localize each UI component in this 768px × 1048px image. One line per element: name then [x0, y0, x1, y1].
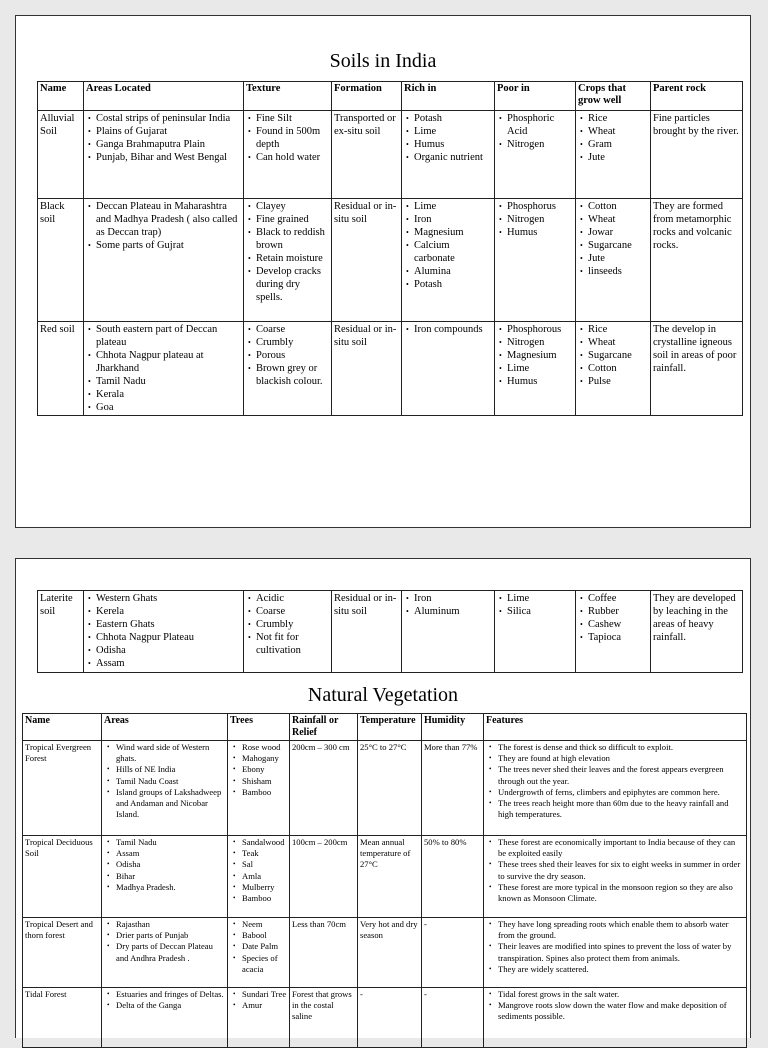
- list-item: • Lime: [414, 200, 492, 213]
- soil-crops: [576, 111, 651, 199]
- list-item: • Nitrogen: [507, 213, 573, 226]
- vegetation-humidity: -: [422, 918, 484, 988]
- list-item: • Bamboo: [242, 787, 287, 798]
- table-row: [23, 988, 747, 1048]
- table-row: [23, 741, 747, 836]
- header-areas: Areas Located: [84, 82, 244, 111]
- vegetation-areas: [102, 918, 228, 988]
- table-row: [38, 199, 743, 322]
- list-item: • Mangrove roots slow down the water flow and make deposition of sediments possible.: [498, 1000, 744, 1022]
- soil-areas: [84, 591, 244, 673]
- vegetation-trees-list: [230, 742, 287, 798]
- soil-name: Black soil: [38, 199, 84, 322]
- list-item: • Gram: [588, 138, 648, 151]
- list-item: • Develop cracks during dry spells.: [256, 265, 329, 304]
- list-item: • Drier parts of Punjab: [116, 930, 225, 941]
- list-item: • Coarse: [256, 605, 329, 618]
- soil-rich-in-list: [404, 112, 492, 164]
- list-item: • Jute: [588, 151, 648, 164]
- list-item: • Rose wood: [242, 742, 287, 753]
- soil-rich-in: [402, 591, 495, 673]
- list-item: • Phosphorus: [507, 200, 573, 213]
- header-rainfall: Rainfall or Relief: [290, 714, 358, 741]
- list-item: • Dry parts of Deccan Plateau and Andhra Pradesh .: [116, 941, 225, 963]
- header-rich-in: Rich in: [402, 82, 495, 111]
- list-item: • Nitrogen: [507, 336, 573, 349]
- list-item: • Species of acacia: [242, 953, 287, 975]
- vegetation-trees: [228, 836, 290, 918]
- list-item: • Hills of NE India: [116, 764, 225, 775]
- soil-poor-in: [495, 322, 576, 416]
- vegetation-features: [484, 988, 747, 1048]
- list-item: • Tamil Nadu: [116, 837, 225, 848]
- list-item: • Lime: [507, 592, 573, 605]
- list-item: • Calcium carbonate: [414, 239, 492, 265]
- header-temperature: Temperature: [358, 714, 422, 741]
- list-item: • Wheat: [588, 336, 648, 349]
- vegetation-features-list: [486, 837, 744, 904]
- list-item: • Neem: [242, 919, 287, 930]
- vegetation-features: [484, 741, 747, 836]
- list-item: • Phosphorous: [507, 323, 573, 336]
- list-item: • Tapioca: [588, 631, 648, 644]
- list-item: • The trees never shed their leaves and the forest appears evergreen through out the year.: [498, 764, 744, 786]
- vegetation-humidity: 50% to 80%: [422, 836, 484, 918]
- soil-crops-list: [578, 592, 648, 644]
- soil-rich-in: [402, 111, 495, 199]
- vegetation-trees-list: [230, 919, 287, 975]
- list-item: • Punjab, Bihar and West Bengal: [96, 151, 241, 164]
- list-item: • Coffee: [588, 592, 648, 605]
- list-item: • Their leaves are modified into spines to prevent the loss of water by transpiration. Spines also protect them from animals.: [498, 941, 744, 963]
- soil-formation: Residual or in-situ soil: [332, 199, 402, 322]
- header-features: Features: [484, 714, 747, 741]
- header-texture: Texture: [244, 82, 332, 111]
- table-row: [38, 322, 743, 416]
- soil-poor-in: [495, 111, 576, 199]
- table-row: [38, 591, 743, 673]
- table-row: [23, 918, 747, 988]
- list-item: • Wheat: [588, 125, 648, 138]
- soil-name: Alluvial Soil: [38, 111, 84, 199]
- list-item: • The forest is dense and thick so difficult to exploit.: [498, 742, 744, 753]
- list-item: • Cotton: [588, 200, 648, 213]
- soil-name: Laterite soil: [38, 591, 84, 673]
- list-item: • Jute: [588, 252, 648, 265]
- list-item: • Sandalwood: [242, 837, 287, 848]
- list-item: • Amla: [242, 871, 287, 882]
- list-item: • Sugarcane: [588, 239, 648, 252]
- vegetation-features: [484, 836, 747, 918]
- soil-poor-in: [495, 199, 576, 322]
- list-item: • Acidic: [256, 592, 329, 605]
- list-item: • Chhota Nagpur Plateau: [96, 631, 241, 644]
- vegetation-temperature: Very hot and dry season: [358, 918, 422, 988]
- header-formation: Formation: [332, 82, 402, 111]
- list-item: • Fine Silt: [256, 112, 329, 125]
- soil-texture-list: [246, 323, 329, 388]
- soil-texture-list: [246, 112, 329, 164]
- header-name: Name: [38, 82, 84, 111]
- list-item: • Odisha: [116, 859, 225, 870]
- soil-areas-list: [86, 200, 241, 252]
- list-item: • Humus: [507, 226, 573, 239]
- soil-areas-list: [86, 592, 241, 670]
- soil-crops-list: [578, 323, 648, 388]
- list-item: • Shisham: [242, 776, 287, 787]
- list-item: • Alumina: [414, 265, 492, 278]
- list-item: • Crumbly: [256, 618, 329, 631]
- list-item: • Plains of Gujarat: [96, 125, 241, 138]
- header-areas: Areas: [102, 714, 228, 741]
- list-item: • Ebony: [242, 764, 287, 775]
- list-item: • Tidal forest grows in the salt water.: [498, 989, 744, 1000]
- soils-title: Soils in India: [329, 50, 437, 72]
- list-item: • They are widely scattered.: [498, 964, 744, 975]
- list-item: • Black to reddish brown: [256, 226, 329, 252]
- soil-rich-in: [402, 322, 495, 416]
- vegetation-areas-list: [104, 742, 225, 820]
- vegetation-humidity: -: [422, 988, 484, 1048]
- soil-texture: [244, 591, 332, 673]
- list-item: • These forest are economically important to India because of they can be exploited easily: [498, 837, 744, 859]
- list-item: • Bamboo: [242, 893, 287, 904]
- list-item: • Coarse: [256, 323, 329, 336]
- soil-rich-in-list: [404, 323, 492, 336]
- vegetation-name: Tropical Evergreen Forest: [23, 741, 102, 836]
- header-humidity: Humidity: [422, 714, 484, 741]
- list-item: • Lime: [507, 362, 573, 375]
- vegetation-table: [22, 713, 747, 1048]
- soil-rich-in: [402, 199, 495, 322]
- list-item: • Sal: [242, 859, 287, 870]
- soil-parent-rock: They are formed from metamorphic rocks and volcanic rocks.: [651, 199, 743, 322]
- vegetation-rainfall: 100cm – 200cm: [290, 836, 358, 918]
- soil-texture: [244, 111, 332, 199]
- list-item: • Babool: [242, 930, 287, 941]
- vegetation-title: Natural Vegetation: [307, 684, 459, 706]
- list-item: • Clayey: [256, 200, 329, 213]
- soil-rich-in-list: [404, 200, 492, 291]
- soil-crops: [576, 322, 651, 416]
- list-item: • Mulberry: [242, 882, 287, 893]
- vegetation-rainfall: 200cm – 300 cm: [290, 741, 358, 836]
- list-item: • Bihar: [116, 871, 225, 882]
- list-item: • Some parts of Gujrat: [96, 239, 241, 252]
- vegetation-rainfall: Forest that grows in the costal saline: [290, 988, 358, 1048]
- list-item: • Undergrowth of ferns, climbers and epiphytes are common here.: [498, 787, 744, 798]
- list-item: • Not fit for cultivation: [256, 631, 329, 657]
- list-item: • Wheat: [588, 213, 648, 226]
- list-item: • Iron: [414, 213, 492, 226]
- list-item: • Amur: [242, 1000, 287, 1011]
- header-parent-rock: Parent rock: [651, 82, 743, 111]
- soil-rich-in-list: [404, 592, 492, 618]
- list-item: • Fine grained: [256, 213, 329, 226]
- soil-texture: [244, 199, 332, 322]
- list-item: • Eastern Ghats: [96, 618, 241, 631]
- list-item: • Date Palm: [242, 941, 287, 952]
- list-item: • Mahogany: [242, 753, 287, 764]
- list-item: • Lime: [414, 125, 492, 138]
- list-item: • Teak: [242, 848, 287, 859]
- vegetation-temperature: Mean annual temperature of 27°C: [358, 836, 422, 918]
- header-poor-in: Poor in: [495, 82, 576, 111]
- list-item: • Goa: [96, 401, 241, 414]
- list-item: • Potash: [414, 112, 492, 125]
- list-item: • Iron compounds: [414, 323, 492, 336]
- vegetation-rainfall: Less than 70cm: [290, 918, 358, 988]
- vegetation-areas-list: [104, 837, 225, 893]
- soil-areas-list: [86, 112, 241, 164]
- list-item: • Western Ghats: [96, 592, 241, 605]
- soil-crops-list: [578, 200, 648, 278]
- soil-areas-list: [86, 323, 241, 414]
- list-item: • Pulse: [588, 375, 648, 388]
- vegetation-name: Tropical Deciduous Soil: [23, 836, 102, 918]
- header-crops: Crops that grow well: [576, 82, 651, 111]
- vegetation-trees: [228, 741, 290, 836]
- vegetation-trees: [228, 988, 290, 1048]
- list-item: • South eastern part of Deccan plateau: [96, 323, 241, 349]
- list-item: • Sundari Tree: [242, 989, 287, 1000]
- document-page-2: [15, 558, 751, 1038]
- soil-crops: [576, 591, 651, 673]
- table-row: [38, 111, 743, 199]
- vegetation-temperature: -: [358, 988, 422, 1048]
- vegetation-trees-list: [230, 837, 287, 904]
- soils-table: [37, 81, 743, 416]
- table-header-row: [23, 714, 747, 741]
- list-item: • Porous: [256, 349, 329, 362]
- list-item: • Chhota Nagpur plateau at Jharkhand: [96, 349, 241, 375]
- soil-areas: [84, 111, 244, 199]
- list-item: • Jowar: [588, 226, 648, 239]
- table-row: [23, 836, 747, 918]
- soil-texture-list: [246, 200, 329, 304]
- soil-formation: Residual or in-situ soil: [332, 322, 402, 416]
- vegetation-trees-list: [230, 989, 287, 1011]
- list-item: • Cashew: [588, 618, 648, 631]
- list-item: • Ganga Brahmaputra Plain: [96, 138, 241, 151]
- vegetation-areas: [102, 988, 228, 1048]
- vegetation-features-list: [486, 919, 744, 975]
- list-item: • These forest are more typical in the monsoon region so they are also known as Monsoon Climate.: [498, 882, 744, 904]
- soil-crops: [576, 199, 651, 322]
- table-header-row: [38, 82, 743, 111]
- list-item: • Delta of the Ganga: [116, 1000, 225, 1011]
- list-item: • The trees reach height more than 60m due to the heavy rainfall and high temperatures.: [498, 798, 744, 820]
- soil-parent-rock: They are developed by leaching in the areas of heavy rainfall.: [651, 591, 743, 673]
- vegetation-temperature: 25°C to 27°C: [358, 741, 422, 836]
- soil-poor-in-list: [497, 592, 573, 618]
- soil-areas: [84, 199, 244, 322]
- list-item: • Wind ward side of Western ghats.: [116, 742, 225, 764]
- soil-areas: [84, 322, 244, 416]
- list-item: • Nitrogen: [507, 138, 573, 151]
- list-item: • Assam: [96, 657, 241, 670]
- list-item: • They are found at high elevation: [498, 753, 744, 764]
- soil-poor-in-list: [497, 200, 573, 239]
- soil-formation: Transported or ex-situ soil: [332, 111, 402, 199]
- vegetation-humidity: More than 77%: [422, 741, 484, 836]
- vegetation-features-list: [486, 742, 744, 820]
- list-item: • Brown grey or blackish colour.: [256, 362, 329, 388]
- list-item: • Kerela: [96, 605, 241, 618]
- document-page-1: [15, 15, 751, 528]
- list-item: • Aluminum: [414, 605, 492, 618]
- list-item: • Cotton: [588, 362, 648, 375]
- vegetation-features: [484, 918, 747, 988]
- vegetation-areas: [102, 741, 228, 836]
- soil-formation: Residual or in-situ soil: [332, 591, 402, 673]
- soil-parent-rock: Fine particles brought by the river.: [651, 111, 743, 199]
- list-item: • Tamil Nadu: [96, 375, 241, 388]
- header-trees: Trees: [228, 714, 290, 741]
- list-item: • Rajasthan: [116, 919, 225, 930]
- list-item: • linseeds: [588, 265, 648, 278]
- list-item: • Humus: [414, 138, 492, 151]
- list-item: • Rice: [588, 323, 648, 336]
- soils-table-continued: [37, 590, 743, 673]
- vegetation-areas-list: [104, 989, 225, 1011]
- soil-crops-list: [578, 112, 648, 164]
- soil-poor-in: [495, 591, 576, 673]
- list-item: • Tamil Nadu Coast: [116, 776, 225, 787]
- list-item: • Organic nutrient: [414, 151, 492, 164]
- vegetation-features-list: [486, 989, 744, 1023]
- list-item: • Magnesium: [507, 349, 573, 362]
- soil-texture: [244, 322, 332, 416]
- list-item: • Rubber: [588, 605, 648, 618]
- list-item: • Estuaries and fringes of Deltas.: [116, 989, 225, 1000]
- list-item: • Sugarcane: [588, 349, 648, 362]
- vegetation-trees: [228, 918, 290, 988]
- vegetation-areas-list: [104, 919, 225, 964]
- list-item: • Rice: [588, 112, 648, 125]
- list-item: • Madhya Pradesh.: [116, 882, 225, 893]
- list-item: • Magnesium: [414, 226, 492, 239]
- list-item: • Humus: [507, 375, 573, 388]
- list-item: • Iron: [414, 592, 492, 605]
- vegetation-name: Tropical Desert and thorn forest: [23, 918, 102, 988]
- vegetation-areas: [102, 836, 228, 918]
- soil-name: Red soil: [38, 322, 84, 416]
- soil-texture-list: [246, 592, 329, 657]
- list-item: • Crumbly: [256, 336, 329, 349]
- list-item: • Odisha: [96, 644, 241, 657]
- soil-poor-in-list: [497, 112, 573, 151]
- list-item: • Kerala: [96, 388, 241, 401]
- soil-poor-in-list: [497, 323, 573, 388]
- vegetation-name: Tidal Forest: [23, 988, 102, 1048]
- list-item: • Can hold water: [256, 151, 329, 164]
- list-item: • Assam: [116, 848, 225, 859]
- list-item: • These trees shed their leaves for six to eight weeks in summer in order to survive the dry season.: [498, 859, 744, 881]
- soil-parent-rock: The develop in crystalline igneous soil in areas of poor rainfall.: [651, 322, 743, 416]
- list-item: • Retain moisture: [256, 252, 329, 265]
- list-item: • Found in 500m depth: [256, 125, 329, 151]
- list-item: • Silica: [507, 605, 573, 618]
- list-item: • They have long spreading roots which enable them to absorb water from the ground.: [498, 919, 744, 941]
- list-item: • Deccan Plateau in Maharashtra and Madhya Pradesh ( also called as Deccan trap): [96, 200, 241, 239]
- header-name: Name: [23, 714, 102, 741]
- list-item: • Phosphoric Acid: [507, 112, 573, 138]
- list-item: • Potash: [414, 278, 492, 291]
- list-item: • Costal strips of peninsular India: [96, 112, 241, 125]
- list-item: • Island groups of Lakshadweep and Andaman and Nicobar Island.: [116, 787, 225, 821]
